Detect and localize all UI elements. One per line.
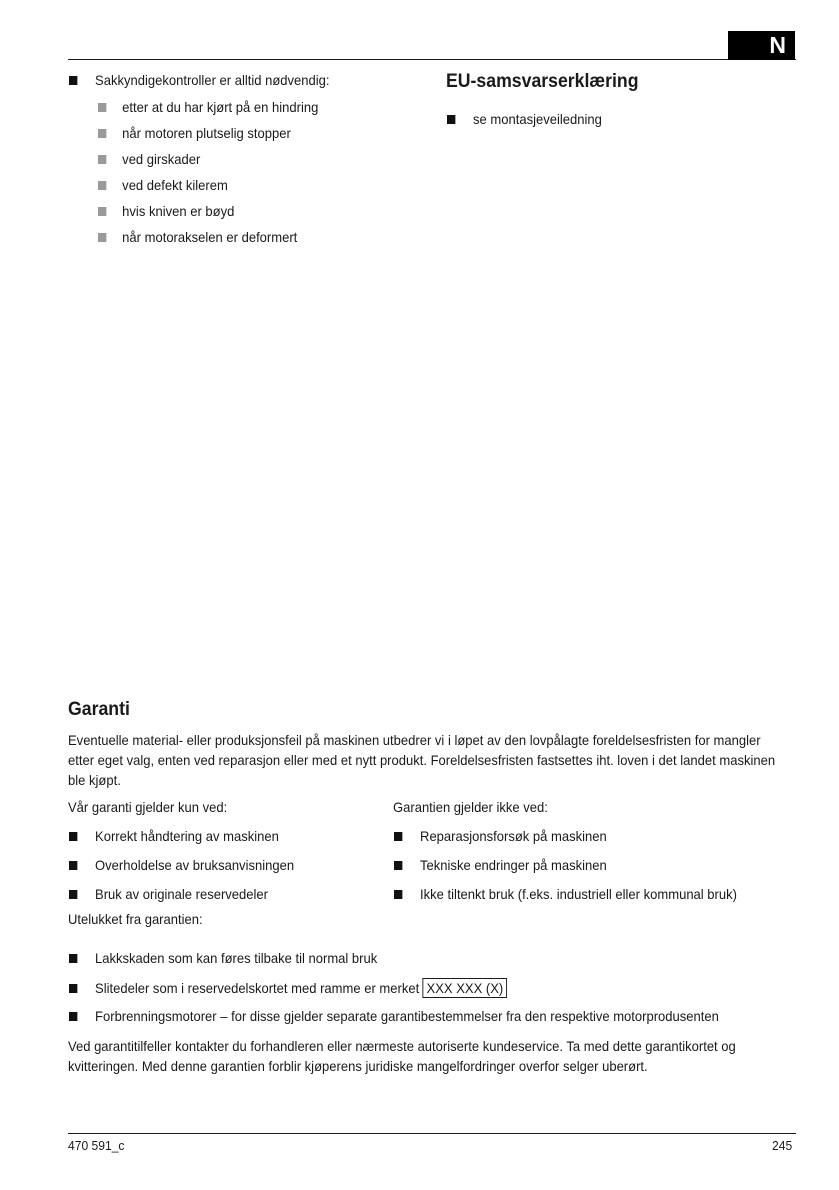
part-code-box: XXX XXX (X) — [423, 978, 507, 998]
header-rule — [68, 59, 796, 60]
bullet-icon — [394, 861, 402, 870]
bullet-icon — [447, 115, 455, 124]
language-badge: N — [728, 31, 795, 60]
inspection-item: hvis kniven er bøyd — [98, 202, 234, 220]
document-number: 470 591_c — [68, 1138, 125, 1153]
bullet-icon — [69, 832, 77, 841]
excluded-item: Lakkskaden som kan føres tilbake til normal bruk — [69, 949, 377, 967]
not-applies-heading: Garantien gjelder ikke ved: — [393, 799, 548, 815]
applies-item: Korrekt håndtering av maskinen — [69, 827, 279, 845]
applies-item: Overholdelse av bruksanvisningen — [69, 856, 294, 874]
bullet-icon — [69, 890, 77, 899]
inspection-item: etter at du har kjørt på en hindring — [98, 98, 318, 116]
footer-rule — [68, 1133, 796, 1134]
page-number: 245 — [772, 1138, 793, 1153]
excluded-heading: Utelukket fra garantien: — [68, 911, 203, 927]
inspection-item: når motoren plutselig stopper — [98, 124, 291, 142]
eu-declaration-title: EU-samsvarserklæring — [446, 71, 639, 92]
bullet-icon — [394, 890, 402, 899]
not-applies-item: Reparasjonsforsøk på maskinen — [394, 827, 607, 845]
applies-heading: Vår garanti gjelder kun ved: — [68, 799, 228, 815]
bullet-icon — [98, 103, 106, 112]
inspection-item: ved defekt kilerem — [98, 176, 228, 194]
bullet-icon — [69, 861, 77, 870]
inspection-item: ved girskader — [98, 150, 200, 168]
warranty-closing: Ved garantitilfeller kontakter du forhandleren eller nærmeste autoriserte kundeservice. Ta med dette garantikortet og kvitteringen. Med denne garantien forblir kjøperens juridiske mangelfordringer overfor selger uberørt. — [68, 1038, 736, 1074]
bullet-icon — [69, 76, 77, 85]
inspection-item: når motorakselen er deformert — [98, 228, 297, 246]
warranty-title: Garanti — [68, 699, 130, 720]
bullet-icon — [69, 1012, 77, 1021]
inspection-intro: Sakkyndigekontroller er alltid nødvendig: — [69, 71, 330, 89]
bullet-icon — [394, 832, 402, 841]
excluded-item: Forbrenningsmotorer – for disse gjelder separate garantibestemmelser fra den respektive motorprodusenten — [69, 1007, 719, 1025]
excluded-item: Slitedeler som i reservedelskortet med ramme er merket XXX XXX (X) — [69, 978, 507, 998]
not-applies-item: Tekniske endringer på maskinen — [394, 856, 607, 874]
bullet-icon — [98, 181, 106, 190]
applies-item: Bruk av originale reservedeler — [69, 885, 268, 903]
bullet-icon — [69, 954, 77, 963]
bullet-icon — [98, 207, 106, 216]
bullet-icon — [69, 984, 77, 993]
bullet-icon — [98, 129, 106, 138]
warranty-intro: Eventuelle material- eller produksjonsfeil på maskinen utbedrer vi i løpet av den lovpålagte foreldelsesfristen for mangler etter eget valg, enten ved reparasjon eller med et nytt produkt. Foreldelsesfristen fastsettes iht. loven i det landet maskinen ble kjøpt. — [68, 732, 776, 788]
not-applies-item: Ikke tiltenkt bruk (f.eks. industriell eller kommunal bruk) — [394, 885, 737, 903]
eu-declaration-item: se montasjeveiledning — [447, 110, 602, 128]
bullet-icon — [98, 155, 106, 164]
bullet-icon — [98, 233, 106, 242]
